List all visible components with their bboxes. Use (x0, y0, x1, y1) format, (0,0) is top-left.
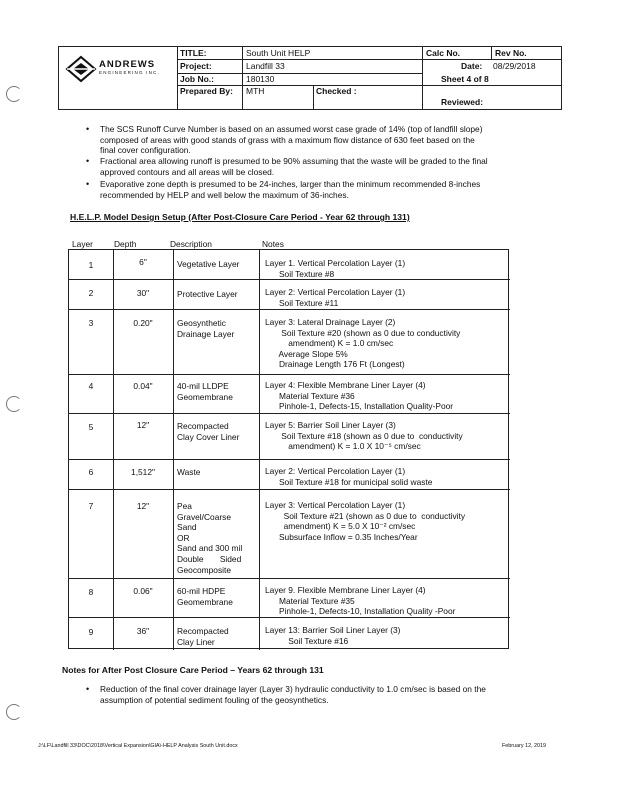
notes-title: Notes for After Post Closure Care Period – Years 62 through 131 (62, 665, 324, 675)
layer-number: 3 (88, 318, 94, 328)
layer-number: 2 (88, 288, 94, 298)
binder-hole-top (6, 86, 22, 102)
col-header-description: Description (170, 239, 212, 249)
layer-depth: 0.20" (133, 318, 153, 328)
project-label: Project: (180, 61, 212, 71)
layer-notes: Layer 3: Vertical Percolation Layer (1) Soil Texture #21 (shown as 0 due to conductivity amendment) K = 5.0 X 10⁻² cm/sec Subsurface Inflow = 0.35 Inches/Year (265, 500, 466, 542)
layer-notes: Layer 13: Barrier Soil Liner Layer (3) Soil Texture #16 (265, 625, 401, 646)
layer-depth: 1,512" (131, 467, 155, 477)
title-label: TITLE: (180, 48, 207, 58)
layer-notes: Layer 2: Vertical Percolation Layer (1) Soil Texture #18 for municipal solid waste (265, 466, 433, 487)
layer-notes: Layer 4: Flexible Membrane Liner Layer (4) Material Texture #36 Pinhole-1, Defects-15, Installation Quality-Poor (265, 380, 454, 412)
layer-depth: 0.06" (133, 586, 153, 596)
layer-description: 60-mil HDPE Geomembrane (177, 586, 233, 607)
prepared-label: Prepared By: (180, 86, 233, 96)
date-value: 08/29/2018 (493, 61, 536, 71)
layer-description: Pea Gravel/Coarse Sand OR Sand and 300 mil Double Sided Geocomposite (177, 501, 243, 575)
layer-description: 40-mil LLDPE Geomembrane (177, 381, 233, 402)
col-header-depth: Depth (114, 239, 137, 249)
bullet-dot-icon: • (86, 684, 90, 694)
document-header (58, 46, 562, 110)
job-value: 180130 (246, 74, 275, 84)
date-label: Date: (461, 61, 483, 71)
layer-description: Recompacted Clay Liner (177, 626, 229, 647)
layer-number: 7 (88, 501, 94, 511)
layer-notes: Layer 5: Barrier Soil Liner Layer (3) Soil Texture #18 (shown as 0 due to conductivity amendment) K = 1.0 X 10⁻⁵ cm/sec (265, 420, 463, 452)
layer-notes: Layer 2: Vertical Percolation Layer (1) Soil Texture #11 (265, 287, 406, 308)
layer-description: Vegetative Layer (177, 259, 240, 269)
layer-description: Protective Layer (177, 289, 238, 299)
company-logo (59, 47, 178, 109)
reviewed-label: Reviewed: (441, 97, 484, 107)
layer-description: Waste (177, 467, 201, 477)
title-value: South Unit HELP (246, 48, 311, 58)
bullet-fractional-area: • Fractional area allowing runoff is presumed to be 90% assuming that the waste will be graded to the final approved contours and all areas will be closed. (86, 156, 488, 177)
andrews-logo-icon (65, 55, 97, 83)
help-model-table (68, 249, 509, 649)
project-value: Landfill 33 (246, 61, 285, 71)
layer-number: 1 (88, 260, 94, 270)
footer-date: February 12, 2019 (502, 743, 547, 749)
layer-number: 8 (88, 587, 94, 597)
layer-number: 6 (88, 467, 94, 477)
layer-description: Recompacted Clay Cover Liner (177, 421, 240, 442)
layer-depth: 30" (136, 288, 150, 298)
bullet-dot-icon: • (86, 124, 90, 134)
layer-description: Geosynthetic Drainage Layer (177, 318, 235, 339)
layer-notes: Layer 9. Flexible Membrane Liner Layer (4) Material Texture #35 Pinhole-1, Defects-10, Installation Quality -Poor (265, 585, 456, 617)
prepared-value: MTH (246, 86, 265, 96)
layer-depth: 0.04" (133, 381, 153, 391)
layer-notes: Layer 1. Vertical Percolation Layer (1) Soil Texture #8 (265, 258, 406, 279)
rev-label: Rev No. (495, 48, 527, 58)
logo-name: ANDREWS (99, 59, 156, 70)
logo-subtitle: ENGINEERING INC. (99, 70, 160, 75)
bullet-drainage-reduction: • Reduction of the final cover drainage layer (Layer 3) hydraulic conductivity to 1.0 cm/sec is based on the assumption of potential sediment fouling of the geosynthetics. (86, 684, 486, 705)
layer-depth: 36" (136, 626, 150, 636)
bullet-dot-icon: • (86, 179, 90, 189)
bullet-dot-icon: • (86, 156, 90, 166)
bullet-evaporative-zone: • Evaporative zone depth is presumed to be 24-inches, larger than the minimum recommended 8-inches recommended by HELP and well below the maximum of 36-inches. (86, 179, 481, 200)
binder-hole-bottom (6, 704, 22, 720)
col-header-notes: Notes (262, 239, 284, 249)
job-label: Job No.: (180, 74, 214, 84)
layer-number: 5 (88, 422, 94, 432)
layer-notes: Layer 3: Lateral Drainage Layer (2) Soil Texture #20 (shown as 0 due to conductivity amendment) K = 1.0 cm/sec Average Slope 5% Drainage Length 176 Ft (Longest) (265, 317, 461, 370)
layer-depth: 12" (136, 420, 150, 430)
layer-depth: 12" (136, 501, 150, 511)
calc-label: Calc No. (426, 48, 461, 58)
footer-file-path: J:\LF\Landfill 33\DOC\2018\Vertical Expansion\GIA\-HELP Analysis South Unit.docx (38, 743, 238, 749)
col-header-layer: Layer (72, 239, 93, 249)
section-title: H.E.L.P. Model Design Setup (After Post-Closure Care Period - Year 62 through 131) (70, 212, 410, 222)
layer-number: 4 (88, 381, 94, 391)
checked-label: Checked : (316, 86, 357, 96)
binder-hole-middle (6, 396, 22, 412)
layer-number: 9 (88, 627, 94, 637)
layer-depth: 6" (139, 257, 147, 267)
bullet-runoff-curve: • The SCS Runoff Curve Number is based on an assumed worst case grade of 14% (top of landfill slope) composed of areas with good stands of grass with a maximum flow distance of 630 feet based on the final cover configuration. (86, 124, 483, 155)
sheet-number: Sheet 4 of 8 (441, 74, 489, 84)
